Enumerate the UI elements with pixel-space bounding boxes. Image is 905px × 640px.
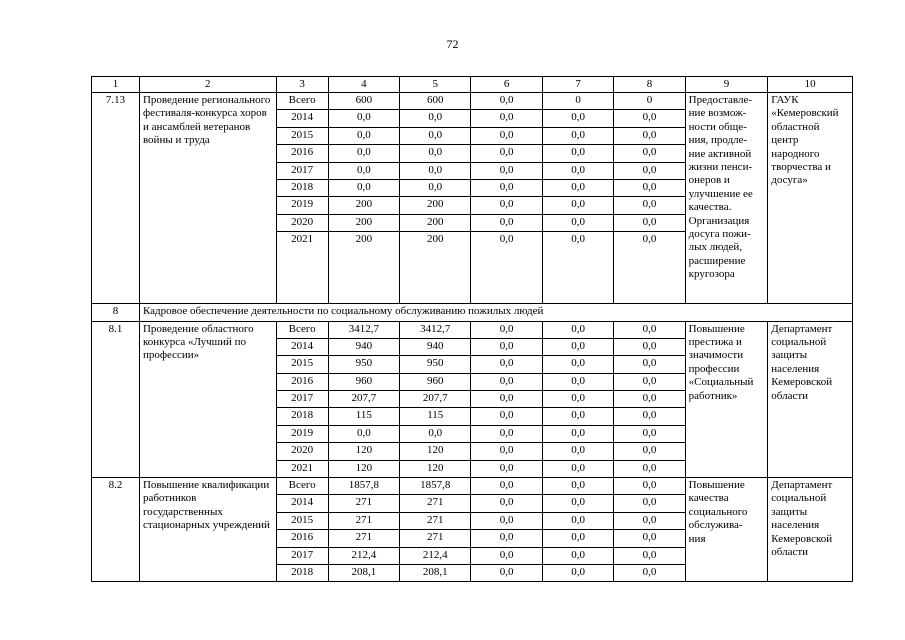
- column-number: 4: [328, 77, 399, 93]
- year-cell: 2018: [276, 564, 328, 581]
- value-cell: 0,0: [328, 145, 399, 162]
- value-cell: 0,0: [328, 162, 399, 179]
- value-cell: 0,0: [614, 162, 685, 179]
- value-cell: 940: [400, 338, 471, 355]
- value-cell: 0,0: [471, 425, 542, 442]
- value-cell: 120: [400, 443, 471, 460]
- year-cell: 2016: [276, 373, 328, 390]
- value-cell: 0,0: [614, 197, 685, 214]
- value-cell: 0,0: [400, 110, 471, 127]
- value-cell: 0,0: [542, 373, 613, 390]
- value-cell: 0,0: [400, 425, 471, 442]
- value-cell: 120: [400, 460, 471, 477]
- value-cell: 0,0: [614, 564, 685, 581]
- value-cell: 0,0: [471, 232, 542, 304]
- value-cell: 1857,8: [400, 478, 471, 495]
- value-cell: 0,0: [542, 391, 613, 408]
- value-cell: 960: [400, 373, 471, 390]
- year-cell: 2016: [276, 145, 328, 162]
- value-cell: 0,0: [614, 356, 685, 373]
- executor-line: населения: [771, 362, 820, 375]
- value-cell: 115: [400, 408, 471, 425]
- value-cell: 0,0: [471, 512, 542, 529]
- year-cell: 2018: [276, 179, 328, 196]
- page-number: 72: [446, 37, 459, 51]
- section-number: 8: [92, 304, 140, 321]
- value-cell: 0,0: [614, 512, 685, 529]
- value-cell: 200: [400, 197, 471, 214]
- value-cell: 1857,8: [328, 478, 399, 495]
- value-cell: 0,0: [614, 495, 685, 512]
- value-cell: 0,0: [542, 425, 613, 442]
- year-cell: 2018: [276, 408, 328, 425]
- measure-number: 7.13: [92, 93, 140, 304]
- value-cell: 0,0: [542, 478, 613, 495]
- column-number: 3: [276, 77, 328, 93]
- expected-result-line: ния: [688, 532, 706, 545]
- program-table: [91, 76, 853, 582]
- value-cell: 0,0: [328, 179, 399, 196]
- value-cell: 0,0: [542, 356, 613, 373]
- column-number: 9: [685, 77, 768, 93]
- year-cell: 2016: [276, 530, 328, 547]
- executor-line: защиты: [771, 505, 808, 518]
- value-cell: 0,0: [614, 232, 685, 304]
- executor-line: социальной: [771, 492, 827, 505]
- column-number: 1: [92, 77, 140, 93]
- value-cell: 0,0: [471, 530, 542, 547]
- expected-result-line: кругозора: [688, 268, 735, 281]
- value-cell: 0,0: [471, 356, 542, 373]
- value-cell: 0,0: [471, 197, 542, 214]
- value-cell: 0,0: [542, 145, 613, 162]
- value-cell: 0,0: [471, 443, 542, 460]
- expected-result-line: расширение: [688, 254, 746, 267]
- value-cell: 0,0: [542, 460, 613, 477]
- executor-line: Кемеровской: [771, 532, 833, 545]
- value-cell: 0,0: [471, 93, 542, 110]
- expected-result-line: ния, продле-: [688, 134, 748, 147]
- value-cell: 0,0: [542, 495, 613, 512]
- value-cell: 0,0: [400, 127, 471, 144]
- expected-result-line: ности обще-: [688, 120, 747, 133]
- value-cell: 960: [328, 373, 399, 390]
- value-cell: 0,0: [400, 145, 471, 162]
- year-cell: 2020: [276, 214, 328, 231]
- expected-result-line: досуга пожи-: [688, 228, 751, 241]
- value-cell: 0,0: [614, 338, 685, 355]
- value-cell: 0,0: [614, 443, 685, 460]
- executor-line: области: [771, 389, 809, 402]
- value-cell: 0: [542, 93, 613, 110]
- executor-line: Департамент: [771, 322, 833, 335]
- value-cell: 200: [400, 232, 471, 304]
- year-cell: 2015: [276, 512, 328, 529]
- value-cell: 940: [328, 338, 399, 355]
- expected-result: [685, 93, 768, 304]
- value-cell: 0,0: [542, 179, 613, 196]
- expected-result-line: улучшение ее: [688, 187, 753, 200]
- value-cell: 0: [614, 93, 685, 110]
- column-number: 6: [471, 77, 542, 93]
- expected-result-line: обслужива-: [688, 519, 743, 532]
- expected-result-line: онеров и: [688, 174, 730, 187]
- value-cell: 0,0: [542, 214, 613, 231]
- value-cell: 0,0: [328, 127, 399, 144]
- column-number: 2: [139, 77, 276, 93]
- value-cell: 0,0: [614, 145, 685, 162]
- value-cell: 208,1: [400, 564, 471, 581]
- value-cell: 271: [400, 530, 471, 547]
- measure-number: 8.1: [92, 321, 140, 478]
- value-cell: 950: [400, 356, 471, 373]
- value-cell: 950: [328, 356, 399, 373]
- value-cell: 0,0: [614, 530, 685, 547]
- executor: [768, 93, 853, 304]
- executor-line: социальной: [771, 335, 827, 348]
- column-number: 8: [614, 77, 685, 93]
- value-cell: 0,0: [542, 110, 613, 127]
- measure-name: Проведение регионального фестиваля-конкурса хоров и ансамблей ветеранов войны и труда: [139, 93, 276, 304]
- value-cell: 0,0: [542, 443, 613, 460]
- value-cell: 271: [328, 530, 399, 547]
- value-cell: 0,0: [471, 110, 542, 127]
- year-cell: 2015: [276, 127, 328, 144]
- table-row: [92, 478, 853, 495]
- value-cell: 208,1: [328, 564, 399, 581]
- value-cell: 0,0: [542, 127, 613, 144]
- value-cell: 120: [328, 460, 399, 477]
- value-cell: 115: [328, 408, 399, 425]
- expected-result-line: Повышение: [688, 479, 745, 492]
- value-cell: 0,0: [328, 110, 399, 127]
- expected-result-line: престижа и: [688, 335, 742, 348]
- value-cell: 0,0: [542, 564, 613, 581]
- value-cell: 212,4: [328, 547, 399, 564]
- value-cell: 0,0: [400, 162, 471, 179]
- value-cell: 0,0: [471, 408, 542, 425]
- value-cell: 3412,7: [328, 321, 399, 338]
- expected-result-line: значимости: [688, 349, 744, 362]
- value-cell: 0,0: [542, 197, 613, 214]
- value-cell: 0,0: [471, 391, 542, 408]
- expected-result-line: работник»: [688, 389, 738, 402]
- value-cell: 0,0: [471, 478, 542, 495]
- section-row: [92, 304, 853, 321]
- year-cell: 2014: [276, 338, 328, 355]
- value-cell: 0,0: [542, 338, 613, 355]
- year-cell: Всего: [276, 321, 328, 338]
- year-cell: 2019: [276, 425, 328, 442]
- value-cell: 271: [328, 512, 399, 529]
- value-cell: 0,0: [614, 373, 685, 390]
- measure-name: Повышение квалификации работников государственных стационарных учреждений: [139, 478, 276, 582]
- executor-line: Департамент: [771, 479, 833, 492]
- value-cell: 0,0: [614, 179, 685, 196]
- value-cell: 200: [328, 197, 399, 214]
- value-cell: 0,0: [542, 512, 613, 529]
- expected-result-line: ние возмож-: [688, 107, 747, 120]
- executor-line: областной: [771, 120, 820, 133]
- executor-line: населения: [771, 519, 820, 532]
- value-cell: 0,0: [542, 530, 613, 547]
- value-cell: 0,0: [614, 547, 685, 564]
- executor-line: досуга»: [771, 174, 808, 187]
- year-cell: 2017: [276, 547, 328, 564]
- executor-line: ГАУК: [771, 94, 799, 106]
- year-cell: 2021: [276, 460, 328, 477]
- value-cell: 120: [328, 443, 399, 460]
- executor: [768, 478, 853, 582]
- section-title: Кадровое обеспечение деятельности по социальному обслуживанию пожилых людей: [139, 304, 852, 321]
- column-number: 5: [400, 77, 471, 93]
- executor-line: области: [771, 546, 809, 559]
- year-cell: 2019: [276, 197, 328, 214]
- executor-line: народного: [771, 147, 820, 160]
- year-cell: Всего: [276, 93, 328, 110]
- value-cell: 3412,7: [400, 321, 471, 338]
- expected-result-line: лых людей,: [688, 241, 743, 254]
- expected-result-line: профессии: [688, 362, 740, 375]
- expected-result: [685, 478, 768, 582]
- value-cell: 207,7: [328, 391, 399, 408]
- value-cell: 0,0: [542, 321, 613, 338]
- value-cell: 0,0: [614, 391, 685, 408]
- expected-result-line: Повышение: [688, 322, 745, 335]
- value-cell: 0,0: [614, 460, 685, 477]
- value-cell: 0,0: [614, 321, 685, 338]
- value-cell: 0,0: [614, 478, 685, 495]
- value-cell: 0,0: [471, 179, 542, 196]
- executor-line: центр: [771, 134, 799, 147]
- expected-result-line: качества: [688, 492, 729, 505]
- value-cell: 0,0: [614, 214, 685, 231]
- year-cell: 2014: [276, 495, 328, 512]
- value-cell: 200: [328, 232, 399, 304]
- year-cell: 2015: [276, 356, 328, 373]
- value-cell: 0,0: [471, 460, 542, 477]
- value-cell: 207,7: [400, 391, 471, 408]
- executor: [768, 321, 853, 478]
- measure-name: Проведение областного конкурса «Лучший по профессии»: [139, 321, 276, 478]
- value-cell: 0,0: [542, 232, 613, 304]
- year-cell: 2017: [276, 391, 328, 408]
- value-cell: 0,0: [471, 145, 542, 162]
- value-cell: 0,0: [542, 408, 613, 425]
- executor-line: Кемеровской: [771, 376, 833, 389]
- value-cell: 0,0: [542, 547, 613, 564]
- value-cell: 0,0: [471, 214, 542, 231]
- value-cell: 0,0: [471, 373, 542, 390]
- value-cell: 0,0: [471, 547, 542, 564]
- value-cell: 0,0: [471, 321, 542, 338]
- year-cell: 2014: [276, 110, 328, 127]
- value-cell: 0,0: [471, 127, 542, 144]
- table-row: [92, 321, 853, 338]
- value-cell: 271: [400, 512, 471, 529]
- column-number: 7: [542, 77, 613, 93]
- executor-line: защиты: [771, 349, 808, 362]
- value-cell: 271: [328, 495, 399, 512]
- value-cell: 0,0: [614, 425, 685, 442]
- executor-line: творчества и: [771, 161, 831, 174]
- executor-line: «Кемеровский: [771, 107, 839, 120]
- value-cell: 0,0: [328, 425, 399, 442]
- expected-result-line: социального: [688, 505, 748, 518]
- column-number-row: [92, 77, 853, 93]
- year-cell: 2017: [276, 162, 328, 179]
- value-cell: 0,0: [400, 179, 471, 196]
- value-cell: 0,0: [471, 564, 542, 581]
- value-cell: 0,0: [614, 127, 685, 144]
- measure-number: 8.2: [92, 478, 140, 582]
- value-cell: 271: [400, 495, 471, 512]
- table-row: [92, 93, 853, 110]
- value-cell: 600: [328, 93, 399, 110]
- value-cell: 0,0: [471, 162, 542, 179]
- expected-result-line: жизни пенси-: [688, 161, 753, 174]
- year-cell: 2020: [276, 443, 328, 460]
- expected-result-line: Организация: [688, 214, 750, 227]
- expected-result-line: качества.: [688, 201, 732, 214]
- value-cell: 0,0: [542, 162, 613, 179]
- value-cell: 0,0: [471, 495, 542, 512]
- value-cell: 200: [400, 214, 471, 231]
- expected-result-line: «Социальный: [688, 376, 754, 389]
- value-cell: 212,4: [400, 547, 471, 564]
- value-cell: 0,0: [614, 110, 685, 127]
- column-number: 10: [768, 77, 853, 93]
- value-cell: 200: [328, 214, 399, 231]
- expected-result-line: Предоставле-: [688, 94, 753, 106]
- value-cell: 0,0: [614, 408, 685, 425]
- value-cell: 600: [400, 93, 471, 110]
- expected-result-line: ние активной: [688, 147, 752, 160]
- expected-result: [685, 321, 768, 478]
- year-cell: 2021: [276, 232, 328, 304]
- year-cell: Всего: [276, 478, 328, 495]
- value-cell: 0,0: [471, 338, 542, 355]
